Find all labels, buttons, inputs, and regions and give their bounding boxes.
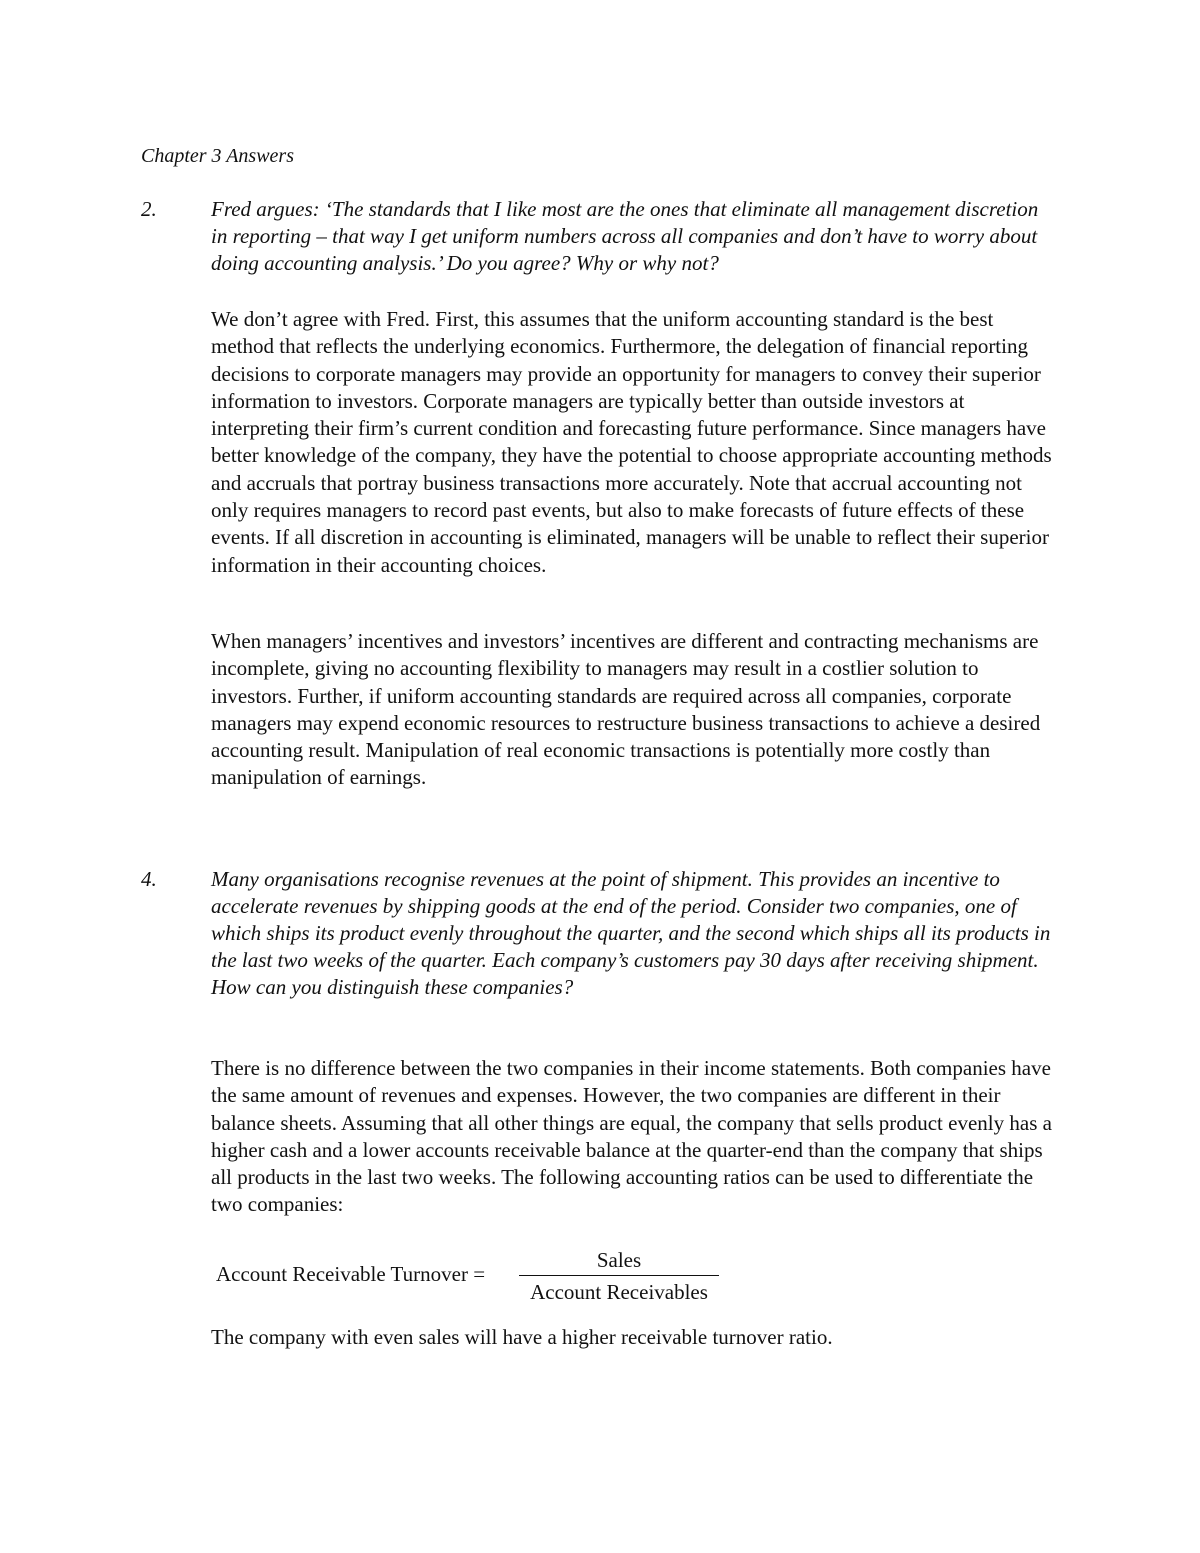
formula-lhs: Account Receivable Turnover = (216, 1262, 486, 1286)
question-text: Many organisations recognise revenues at the point of shipment. This provides an incentive to accelerate revenues by shipping goods at the end of the period. Consider two companies, one of which ships its product evenly throughout the quarter, and the second which ships all its products in the last two weeks of the quarter. Each company’s customers pay 30 days after receiving shipment. How can you distinguish these companies? (211, 867, 1051, 999)
formula-numerator: Sales (596, 1248, 642, 1272)
turnover-formula (216, 1247, 736, 1311)
conclusion-text: The company with even sales will have a higher receivable turnover ratio. (211, 1325, 833, 1349)
question-number: 4. (141, 867, 157, 891)
answer-paragraph: We don’t agree with Fred. First, this assumes that the uniform accounting standard is the best method that reflects the underlying economics. Furthermore, the delegation of financial reporting decisions to corporate managers may provide an opportunity for managers to convey their superior information to investors. Corporate managers are typically better than outside investors at interpreting their firm’s current condition and forecasting future performance. Since managers have better knowledge of the company, they have the potential to choose appropriate accounting methods and accruals that portray business transactions more accurately. Note that accrual accounting not only requires managers to record past events, but also to make forecasts of future effects of these events. If all discretion in accounting is eliminated, managers will be unable to reflect their superior information in their accounting choices. (211, 307, 1052, 577)
fraction-bar (519, 1275, 719, 1276)
question-text: Fred argues: ‘The standards that I like most are the ones that eliminate all management discretion in reporting – that way I get uniform numbers across all companies and don’t have to worry about doing accounting analysis.’ Do you agree? Why or why not? (211, 197, 1039, 275)
answer-paragraph: There is no difference between the two companies in their income statements. Both companies have the same amount of revenues and expenses. However, the two companies are different in their balance sheets. Assuming that all other things are equal, the company that sells product evenly has a higher cash and a lower accounts receivable balance at the quarter-end than the company that ships all products in the last two weeks. The following accounting ratios can be used to differentiate the two companies: (211, 1056, 1052, 1217)
formula-denominator: Account Receivables (530, 1280, 708, 1304)
answer-paragraph: When managers’ incentives and investors’ incentives are different and contracting mechanisms are incomplete, giving no accounting flexibility to managers may result in a costlier solution to investors. Further, if uniform accounting standards are required across all companies, corporate managers may expend economic resources to restructure business transactions to achieve a desired accounting result. Manipulation of real economic transactions is potentially more costly than manipulation of earnings. (211, 629, 1041, 790)
question-number: 2. (141, 197, 157, 221)
chapter-title: Chapter 3 Answers (141, 145, 294, 167)
formula-fraction (519, 1247, 719, 1305)
